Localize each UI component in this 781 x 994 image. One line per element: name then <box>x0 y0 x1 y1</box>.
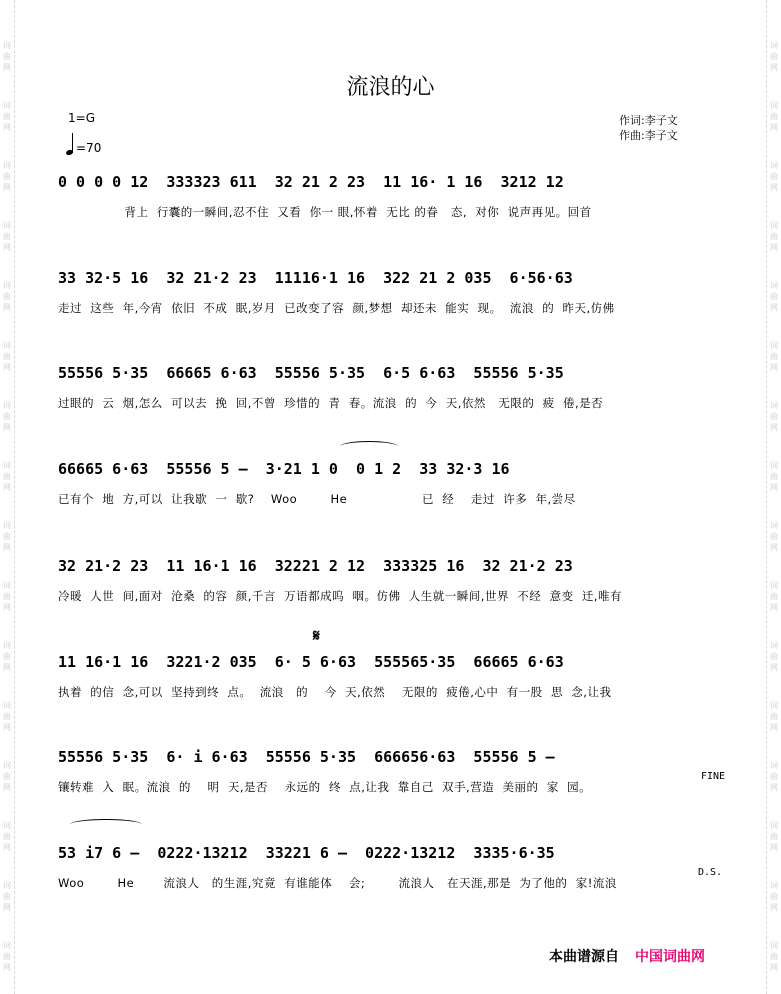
lyric-line: 过眼的 云 烟,怎么 可以去 挽 回,不曾 珍惜的 青 春。流浪 的 今 天,依然 无限的 疲 倦,是否 <box>58 396 604 410</box>
watermark: 词曲网 <box>3 821 11 852</box>
lyric-line: 冷暖 人世 间,面对 沧桑 的容 颜,千言 万语都成呜 咽。仿佛 人生就一瞬间,世界 不经 意变 迁,唯有 <box>58 589 623 603</box>
watermark: 词曲网 <box>3 881 11 912</box>
watermark: 词曲网 <box>3 101 11 132</box>
watermark: 词曲网 <box>770 761 778 792</box>
watermark: 词曲网 <box>3 761 11 792</box>
right-margin-watermark <box>766 0 781 994</box>
tempo-marking <box>66 131 101 157</box>
source-site[interactable]: 中国词曲网 <box>635 949 705 965</box>
notation-line: 11 16·1 16 3221·2 035 6· 5 6·63 555565·35 66665 6·63 <box>58 653 564 671</box>
ds-marking: D.S. <box>698 867 723 878</box>
watermark: 词曲网 <box>3 641 11 672</box>
watermark: 词曲网 <box>3 521 11 552</box>
watermark: 词曲网 <box>3 41 11 72</box>
source-credit <box>549 946 705 966</box>
source-label: 本曲谱源自 <box>549 949 619 965</box>
watermark: 词曲网 <box>3 221 11 252</box>
watermark: 词曲网 <box>3 941 11 972</box>
watermark: 词曲网 <box>770 461 778 492</box>
composer: 作曲:李子文 <box>619 129 678 142</box>
quarter-note-icon <box>66 131 76 155</box>
watermark: 词曲网 <box>770 281 778 312</box>
watermark: 词曲网 <box>770 521 778 552</box>
watermark: 词曲网 <box>3 401 11 432</box>
notation-line: 32 21·2 23 11 16·1 16 32221 2 12 333325 16 32 21·2 23 <box>58 557 573 575</box>
watermark: 词曲网 <box>3 581 11 612</box>
watermark: 词曲网 <box>770 821 778 852</box>
lyric-line: Woo He 流浪人 的生涯,究竟 有谁能体 会; 流浪人 在天涯,那是 为了他的 家!流浪 <box>58 876 617 890</box>
watermark: 词曲网 <box>3 461 11 492</box>
segno-icon: 𝄋 <box>313 626 320 645</box>
watermark: 词曲网 <box>3 281 11 312</box>
watermark: 词曲网 <box>3 341 11 372</box>
notation-line: 53 i7 6 – 0222·13212 33221 6 – 0222·13212 3335·6·35 <box>58 844 555 862</box>
watermark: 词曲网 <box>770 161 778 192</box>
lyricist: 作词:李子文 <box>619 114 678 127</box>
notation-line: 55556 5·35 6· i 6·63 55556 5·35 666656·63 55556 5 – <box>58 748 555 766</box>
watermark: 词曲网 <box>770 581 778 612</box>
slur <box>70 819 142 830</box>
lyric-line: 镶转难 入 眠。流浪 的 明 天,是否 永远的 终 点,让我 靠自己 双手,营造 美丽的 家 园。 <box>58 780 592 794</box>
watermark: 词曲网 <box>770 41 778 72</box>
watermark: 词曲网 <box>770 221 778 252</box>
credits <box>619 113 678 143</box>
watermark: 词曲网 <box>3 161 11 192</box>
watermark: 词曲网 <box>770 881 778 912</box>
left-margin-watermark <box>0 0 15 994</box>
notation-line: 33 32·5 16 32 21·2 23 11116·1 16 322 21 2 035 6·56·63 <box>58 269 573 287</box>
song-title: 流浪的心 <box>346 75 435 100</box>
watermark: 词曲网 <box>770 101 778 132</box>
watermark: 词曲网 <box>770 701 778 732</box>
notation-line: 0 0 0 0 12 333323 611 32 21 2 23 11 16· 1 16 3212 12 <box>58 173 564 191</box>
lyric-line: 已有个 地 方,可以 让我歇 一 歇? Woo He 已 经 走过 许多 年,尝尽 <box>58 492 576 506</box>
fine-marking: FINE <box>701 771 726 782</box>
watermark: 词曲网 <box>770 341 778 372</box>
watermark: 词曲网 <box>770 941 778 972</box>
tempo-value: =70 <box>76 141 102 155</box>
lyric-line: 背上 行囊的一瞬间,忍不住 又看 你一 眼,怀着 无比 的眷 态, 对你 说声再见。回首 <box>58 205 592 219</box>
notation-line: 55556 5·35 66665 6·63 55556 5·35 6·5 6·63 55556 5·35 <box>58 364 564 382</box>
watermark: 词曲网 <box>3 701 11 732</box>
watermark: 词曲网 <box>770 401 778 432</box>
notation-line: 66665 6·63 55556 5 – 3·21 1 0 0 1 2 33 32·3 16 <box>58 460 510 478</box>
lyric-line: 走过 这些 年,今宵 依旧 不成 眠,岁月 已改变了容 颜,梦想 却还未 能实 现。 流浪 的 昨天,仿佛 <box>58 301 615 315</box>
watermark: 词曲网 <box>770 641 778 672</box>
key-signature: 1=G <box>68 111 95 125</box>
slur <box>340 441 398 452</box>
lyric-line: 执着 的信 念,可以 坚持到终 点。 流浪 的 今 天,依然 无限的 疲倦,心中 有一股 思 念,让我 <box>58 685 612 699</box>
